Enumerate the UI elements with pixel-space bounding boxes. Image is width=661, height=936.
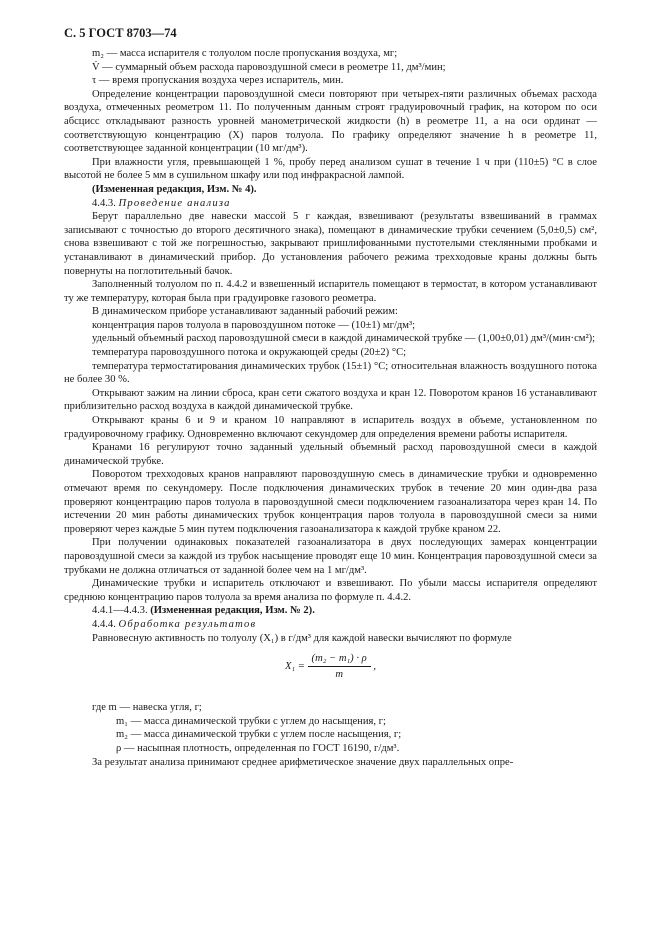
section-number: 4.4.3. [92, 197, 116, 209]
definition-line: где m — навеска угля, г; [92, 702, 202, 714]
definition-line: τ — время пропускания воздуха через испаритель, мин. [92, 75, 344, 87]
paragraph: При влажности угля, превышающей 1 %, пробу перед анализом сушат в течение 1 ч при (110±5) °С в слое высотой не более 5 мм в сушильном шкафу или под инфракрасной лампой. [64, 156, 597, 182]
document-page [64, 26, 597, 769]
paragraph: При получении одинаковых показателей газоанализатора в двух последующих замерах концентрации паровоздушной смеси за каждой из трубок насыщение проводят еще 10 мин. Концентрация паровоздушной смеси за трубками не должна отличаться от заданной более чем на 1 мг/дм³. [64, 537, 597, 576]
paragraph: Берут параллельно две навески массой 5 г каждая, взвешивают (результаты взвешиваний в граммах записывают с точностью до второго десятичного знака), помещают в динамические трубки сечением (5,0±0,5) см², снова взвешивают с той же погрешностью, закрывают пришлифованными пустотелыми стеклянными пробками и устанавливают в динамический прибор. До установления рабочего режима трехходовые краны должны быть повернуты на поглотительный бачок. [64, 211, 597, 277]
paragraph: Заполненный толуолом по п. 4.4.2 и взвешенный испаритель помещают в термостат, в котором устанавливают ту же температуру, которая была при градуировке газового реометра. [64, 279, 597, 304]
paragraph: температура паровоздушного потока и окружающей среды (20±2) °С; [92, 347, 407, 359]
formula-lhs: X₁ = [284, 661, 305, 673]
section-heading [64, 618, 597, 632]
formula [64, 653, 597, 693]
clause-range: 4.4.1—4.4.3. [92, 605, 148, 617]
edition-note [64, 604, 597, 618]
paragraph: За результат анализа принимают среднее арифметическое значение двух параллельных опре- [92, 756, 514, 768]
paragraph: Кранами 16 регулируют точно заданный удельный объемный расход паровоздушной смеси в каждой динамической трубке. [64, 442, 597, 467]
edition-note-text: (Измененная редакция, Изм. № 2). [150, 605, 315, 617]
definition-line: V̇ — суммарный объем расхода паровоздушной смеси в реометре 11, дм³/мин; [92, 61, 446, 73]
edition-note: (Измененная редакция, Изм. № 4). [92, 183, 257, 195]
paragraph: удельный объемный расход паровоздушной смеси в каждой динамической трубке — (1,00±0,01) дм³/(мин·см²); [92, 333, 596, 345]
paragraph: Открывают краны 6 и 9 и краном 10 направляют в испаритель воздух в объеме, установленном по градуировочному графику. Одновременно включают секундомер для определения времени работы испарителя. [64, 415, 597, 440]
paragraph: Динамические трубки и испаритель отключают и взвешивают. По убыли массы испарителя определяют среднюю концентрацию паров толуола за время анализа по формуле п. 4.4.2. [64, 578, 597, 603]
paragraph: Равновесную активность по толуолу (X₁) в г/дм³ для каждой навески вычисляют по формуле [92, 632, 512, 644]
paragraph: концентрация паров толуола в паровоздушном потоке — (10±1) мг/дм³; [92, 319, 416, 331]
paragraph: Поворотом трехходовых кранов направляют паровоздушную смесь в динамические трубки и одновременно отмечают время по секундомеру. После подключения динамических трубок в течение 20 мин один-два раза проверяют концентрацию паров толуола в паровоздушной смеси подключением газоанализатора через кран 14. По истечении 20 мин работы динамических трубок концентрация паров толуола в паровоздушной смеси за ними проверяют через каждые 5 мин путем подключения газоанализатора к каждой трубке краном 22. [64, 469, 597, 535]
definition-line: m₁ — масса динамической трубки с углем до насыщения, г; [116, 715, 386, 727]
definition-line: m₂ — масса динамической трубки с углем после насыщения, г; [116, 729, 402, 741]
formula-fraction [308, 653, 371, 680]
definition-line: m₂ — масса испарителя с толуолом после пропускания воздуха, мг; [92, 48, 398, 59]
page-header: С. 5 ГОСТ 8703—74 [64, 26, 177, 40]
formula-denominator: m [335, 669, 343, 681]
section-heading [64, 197, 597, 211]
section-title: Обработка результатов [118, 618, 257, 630]
formula-tail: , [373, 661, 377, 673]
paragraph: температура термостатирования динамических трубок (15±1) °С; относительная влажность воздушного потока не более 30 %. [64, 360, 597, 386]
definition-line: ρ — насыпная плотность, определенная по ГОСТ 16190, г/дм³. [116, 742, 400, 754]
formula-numerator: (m₂ − m₁) · ρ [308, 653, 371, 667]
section-number: 4.4.4. [92, 618, 116, 630]
paragraph: Определение концентрации паровоздушной смеси повторяют при четырех-пяти различных объемах расхода воздуха, отмеченных реометром 11. По полученным данным строят градуировочный график, на котором по оси абсцисс откладывают разность уровней манометрической жидкости (h) в реометре 11, а на оси ординат — соответствующую концентрацию (X) паров толуола. По графику определяют значение h в реометре 11, соответствующее заданной концентрации (10 мг/дм³). [64, 88, 597, 155]
section-title: Проведение анализа [118, 197, 231, 209]
paragraph: Открывают зажим на линии сброса, кран сети сжатого воздуха и кран 12. Поворотом кранов 16 устанавливают приблизительно расход воздуха в каждой динамической трубке. [64, 387, 597, 413]
paragraph: В динамическом приборе устанавливают заданный рабочий режим: [92, 306, 398, 318]
